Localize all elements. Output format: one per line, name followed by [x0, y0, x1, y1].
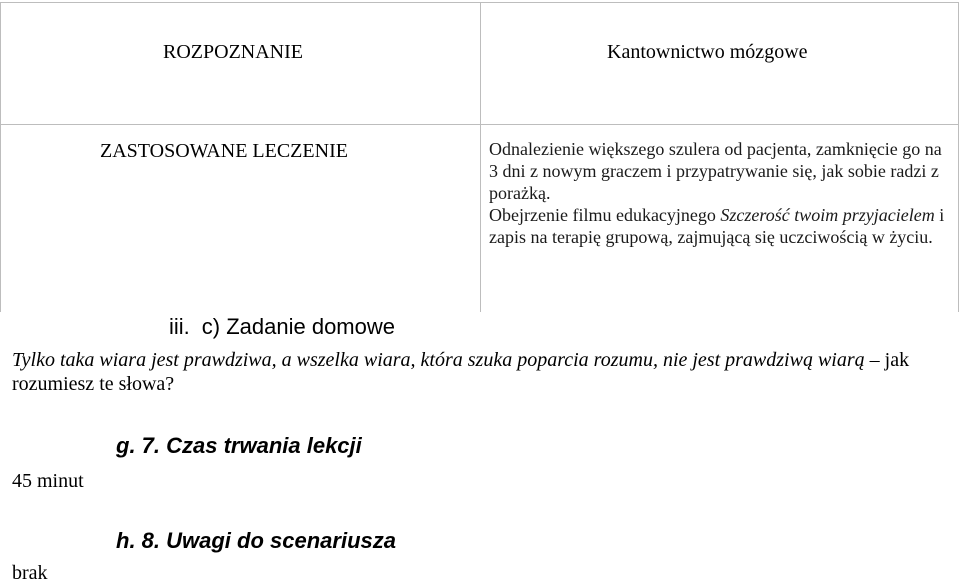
duration-value: 45 minut [12, 470, 84, 492]
duration-heading: g. 7. Czas trwania lekcji [116, 433, 362, 458]
homework-quote: Tylko taka wiara jest prawdziwa, a wszelka wiara, która szuka poparcia rozumu, nie jest prawdziwą wiarą [12, 349, 865, 371]
table-border [0, 2, 1, 312]
table-border [0, 2, 959, 3]
treatment-prefix: Obejrzenie filmu edukacyjnego [489, 205, 721, 225]
homework-question [12, 348, 952, 396]
homework-heading [169, 314, 395, 340]
homework-title: c) Zadanie domowe [201, 314, 395, 339]
diagnosis-label: ROZPOZNANIE [163, 41, 303, 63]
homework-question-tail: – jak rozumiesz te słowa? [12, 349, 910, 395]
notes-heading: h. 8. Uwagi do scenariusza [116, 528, 396, 553]
table-border [480, 2, 481, 312]
treatment-paragraph-1: Odnalezienie większego szulera od pacjenta, zamknięcie go na 3 dni z nowym graczem i przypatrywanie się, jak sobie radzi z porażką. [489, 139, 942, 203]
treatment-suffix: i zapis na terapię grupową, zajmującą się uczciwością w życiu. [489, 205, 945, 247]
treatment-value [489, 138, 954, 248]
treatment-label: ZASTOSOWANE LECZENIE [100, 140, 348, 162]
treatment-paragraph-2 [489, 204, 954, 248]
film-title: Szczerość twoim przyjacielem [720, 205, 935, 225]
diagnosis-value: Kantownictwo mózgowe [607, 41, 808, 63]
table-border [0, 124, 959, 125]
notes-value: brak [12, 562, 48, 582]
homework-number: iii. [169, 314, 190, 339]
